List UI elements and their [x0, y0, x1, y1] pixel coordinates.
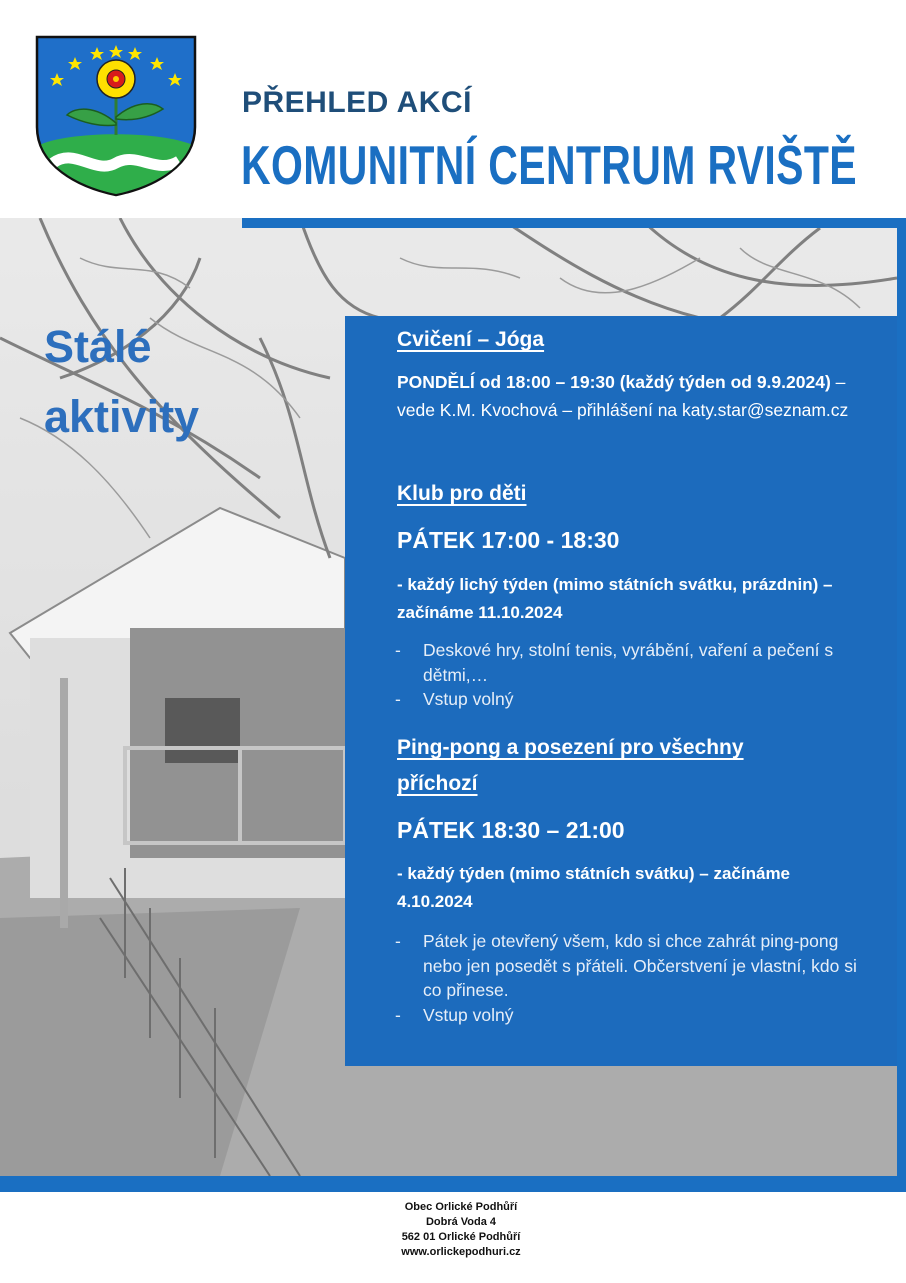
footer-line-1: Obec Orlické Podhůří — [404, 1201, 518, 1213]
list-item-text: Pátek je otevřený všem, kdo si chce zahrát ping-pong nebo jen posedět s přáteli. Občerstvení je vlastní, kdo si co přinese. — [423, 931, 857, 1000]
footer-website-link[interactable]: www.orlickepodhuri.cz — [401, 1246, 521, 1258]
pingpong-bullets — [395, 929, 863, 1027]
yoga-schedule-bold: PONDĚLÍ od 18:00 – 19:30 (každý týden od 9.9.2024) — [397, 372, 831, 392]
kids-club-bullets — [395, 638, 863, 712]
kids-club-time: PÁTEK 17:00 - 18:30 — [397, 527, 620, 553]
decorative-bar-top — [242, 218, 906, 228]
list-item: - Pátek je otevřený všem, kdo si chce zahrát ping-pong nebo jen posedět s přáteli. Občerstvení je vlastní, kdo si co přinese. — [395, 931, 857, 1000]
list-item: - Vstup volný — [395, 689, 514, 709]
section-heading-line-1: Stálé — [44, 321, 152, 372]
pingpong-title-line-1: Ping-pong a posezení pro všechny — [397, 736, 744, 759]
yoga-schedule — [397, 369, 867, 424]
kids-club-title: Klub pro děti — [397, 482, 527, 505]
yoga-schedule-rest: – vede K.M. Kvochová – přihlášení na katy.star@seznam.cz — [397, 372, 849, 420]
pingpong-title-line-2: příchozí — [397, 772, 478, 795]
page-subtitle: PŘEHLED AKCÍ — [242, 86, 472, 119]
list-item-text: Deskové hry, stolní tenis, vyrábění, vaření a pečení s dětmi,… — [423, 640, 834, 685]
section-heading — [44, 312, 199, 452]
list-item-text: Vstup volný — [423, 689, 514, 709]
yoga-title: Cvičení – Jóga — [397, 328, 545, 351]
footer-address — [0, 1200, 906, 1260]
section-heading-line-2: aktivity — [44, 391, 200, 442]
pingpong-note: - každý týden (mimo státních svátku) – začínáme 4.10.2024 — [397, 864, 791, 911]
page-title: KOMUNITNÍ CENTRUM RVIŠTĚ — [241, 134, 857, 196]
footer-line-2: Dobrá Voda 4 — [425, 1216, 497, 1228]
activities-box — [345, 316, 897, 1066]
list-item: - Vstup volný — [395, 1004, 514, 1025]
decorative-bar-bottom — [0, 1176, 906, 1192]
municipal-crest-icon — [35, 35, 197, 197]
footer-line-3: 562 01 Orlické Podhůří — [401, 1231, 521, 1243]
decorative-bar-right — [897, 218, 906, 1185]
pingpong-time: PÁTEK 18:30 – 21:00 — [397, 817, 625, 843]
pingpong-title — [397, 730, 744, 802]
list-item-text: Vstup volný — [423, 1004, 514, 1025]
list-item: - Deskové hry, stolní tenis, vyrábění, vaření a pečení s dětmi,… — [395, 640, 834, 685]
kids-club-note: - každý lichý týden (mimo státních svátku, prázdnin) – začínáme 11.10.2024 — [397, 575, 833, 622]
